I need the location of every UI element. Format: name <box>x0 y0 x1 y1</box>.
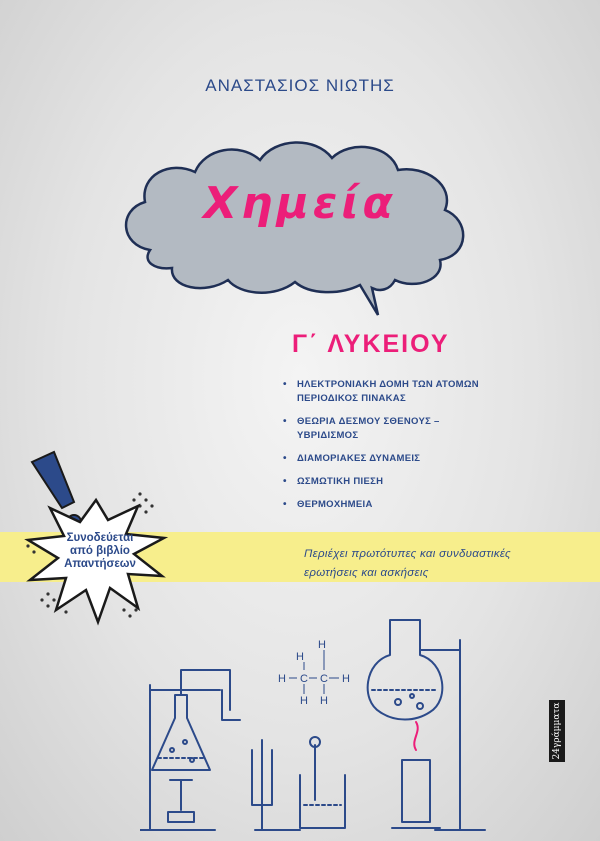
topic-item <box>283 498 479 512</box>
topic-line: ΘΕΩΡΙΑ ΔΕΣΜΟΥ ΣΘΕΝΟΥΣ – <box>297 416 440 427</box>
answers-badge-text <box>50 532 150 571</box>
publisher-name: 24γράμματα <box>552 702 562 760</box>
formula-h: H <box>300 695 308 707</box>
formula-c: C <box>320 673 328 685</box>
round-bottom-flask <box>368 620 443 720</box>
band-line: Περιέχει πρωτότυπες και συνδυαστικές <box>304 548 511 560</box>
topic-item <box>283 475 479 489</box>
formula-h: H <box>342 673 350 685</box>
burner <box>168 780 194 822</box>
badge-line: από βιβλίο <box>70 545 130 557</box>
topic-line: ΩΣΜΩΤΙΚΗ ΠΙΕΣΗ <box>297 476 384 487</box>
grade-label: Γ΄ ΛΥΚΕΙΟΥ <box>292 330 450 358</box>
topics-list <box>283 378 479 521</box>
book-title: Χημεία <box>203 178 397 229</box>
badge-line: Απαντήσεων <box>64 558 136 570</box>
formula-h: H <box>278 673 286 685</box>
badge-line: Συνοδεύεται <box>66 532 134 544</box>
band-line: ερωτήσεις και ασκήσεις <box>304 567 429 579</box>
band-text <box>304 545 584 583</box>
publisher-logo <box>549 700 565 762</box>
formula-h: H <box>318 639 326 651</box>
author-name: ΑΝΑΣΤΑΣΙΟΣ ΝΙΩΤΗΣ <box>205 76 395 95</box>
formula-c: C <box>300 673 308 685</box>
topic-line: ΥΒΡΙΔΙΣΜΟΣ <box>297 430 359 441</box>
topic-line: ΠΕΡΙΟΔΙΚΟΣ ΠΙΝΑΚΑΣ <box>297 393 406 404</box>
beaker <box>300 775 345 828</box>
structural-formula <box>278 639 350 707</box>
topic-line: ΔΙΑΜΟΡΙΑΚΕΣ ΔΥΝΑΜΕΙΣ <box>297 453 421 464</box>
topic-item <box>283 415 479 443</box>
topic-line: ΘΕΡΜΟΧΗΜΕΙΑ <box>297 499 373 510</box>
topic-line: ΗΛΕΚΤΡΟΝΙΑΚΗ ΔΟΜΗ ΤΩΝ ΑΤΟΜΩΝ <box>297 379 479 390</box>
formula-h: H <box>296 651 304 663</box>
bunsen-burner <box>392 760 440 828</box>
topic-item <box>283 452 479 466</box>
lab-equipment-illustration <box>140 600 500 841</box>
thought-cloud <box>110 130 480 330</box>
formula-h: H <box>320 695 328 707</box>
topic-item <box>283 378 479 406</box>
